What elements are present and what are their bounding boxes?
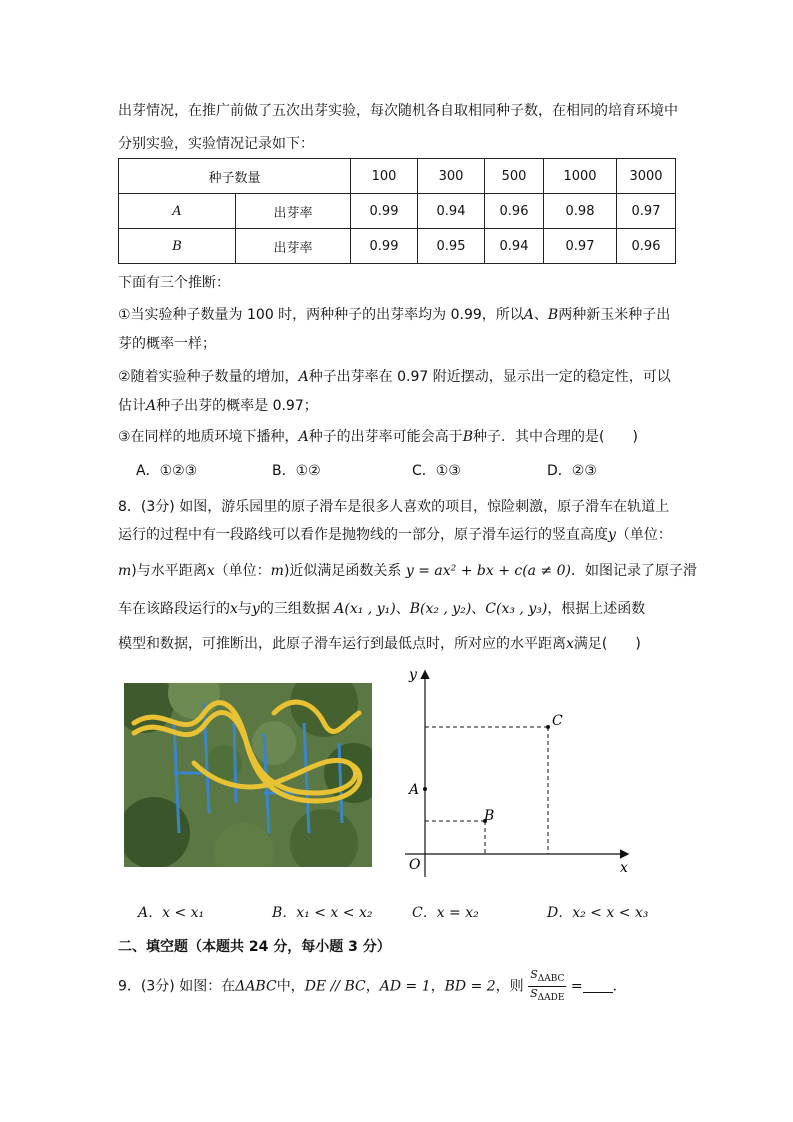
text: ①当实验种子数量为 100 时，两种种子的出芽率均为 0.99，所以: [118, 307, 524, 323]
table-cell: 100: [351, 159, 418, 194]
q8-option-a[interactable]: A．x < x₁: [138, 905, 205, 921]
var-x: x: [230, 601, 238, 617]
q7-option-b[interactable]: B．①②: [272, 463, 321, 479]
table-row: [119, 194, 676, 229]
table-cell: 0.97: [617, 194, 676, 229]
area-ratio-fraction: [528, 968, 566, 1005]
q8-option-b[interactable]: B．x₁ < x < x₂: [272, 905, 373, 921]
table-cell: 3000: [617, 159, 676, 194]
text: )与水平距离: [131, 563, 207, 579]
table-row: [119, 159, 676, 194]
inference-2: [118, 367, 671, 387]
text: ，: [365, 978, 380, 995]
seed-germination-table: [118, 158, 676, 264]
table-cell: 300: [418, 159, 485, 194]
table-cell: 出芽率: [236, 229, 351, 264]
text: 满足( ): [573, 636, 641, 652]
point-c-dot: [546, 725, 550, 729]
var-y: y: [608, 527, 616, 543]
fraction-denominator: [528, 987, 566, 1005]
text: 种子．其中合理的是( ): [472, 429, 638, 445]
table-cell: 0.98: [544, 194, 617, 229]
function-formula: y = ax² + bx + c(a ≠ 0): [405, 563, 572, 579]
text: ．: [612, 978, 627, 995]
var-A: A: [298, 369, 309, 385]
intro-line-2: 分别实验，实验情况记录如下：: [118, 136, 314, 152]
var-B: B: [547, 307, 559, 323]
var-x: x: [206, 563, 215, 579]
fraction-numerator: [528, 968, 566, 987]
point-c: C(x₃ , y₃): [485, 601, 548, 617]
text: （单位：: [615, 527, 672, 543]
text: ③在同样的地质环境下播种，: [118, 429, 299, 445]
inference-1-cont: 芽的概率一样；: [118, 336, 216, 352]
text: ，则: [495, 978, 524, 995]
table-cell: 0.99: [351, 194, 418, 229]
unit-m: m: [118, 563, 132, 579]
var-A: A: [523, 307, 534, 323]
var-A: A: [146, 398, 157, 414]
y-axis-label: y: [409, 667, 417, 683]
table-cell: 0.96: [617, 229, 676, 264]
triangle-abc: ΔABC: [235, 978, 277, 995]
text: ΔABC: [537, 974, 565, 984]
q8-option-c[interactable]: C．x = x₂: [412, 905, 479, 921]
unit-m: m: [270, 563, 284, 579]
text: 种子出芽率在 0.97 附近摆动，显示出一定的稳定性，可以: [308, 369, 671, 385]
point-a-dot: [423, 787, 427, 791]
point-a-label: A: [409, 782, 420, 798]
text: 种子的出芽率可能会高于: [308, 429, 463, 445]
point-a: A(x₁ , y₁): [334, 601, 396, 617]
text: 种子出芽的概率是 0.97；: [156, 398, 318, 414]
intro-line-1: 出芽情况，在推广前做了五次出芽实验，每次随机各自取相同种子数，在相同的培育环境中: [118, 103, 678, 119]
text: 的三组数据: [259, 601, 330, 617]
q8-line-1: 8．(3分) 如图，游乐园里的原子滑车是很多人喜欢的项目，惊险刺激，原子滑车在轨道上: [118, 499, 670, 515]
q7-option-c[interactable]: C．①③: [412, 463, 461, 479]
equals-sign: =: [570, 978, 583, 995]
coordinate-graph: [395, 662, 640, 882]
table-seed-cell: A: [119, 194, 236, 229]
roller-coaster-photo: [124, 683, 372, 867]
text: 、: [471, 601, 486, 617]
text: 两种新玉米种子出: [558, 307, 671, 323]
text: 9．(3分) 如图：在: [118, 978, 236, 995]
table-seed-cell: B: [119, 229, 236, 264]
ad-length: AD = 1: [379, 978, 431, 995]
inferences-intro: 下面有三个推断：: [118, 275, 230, 291]
q7-option-d[interactable]: D．②③: [547, 463, 597, 479]
q8-line-3: [118, 561, 697, 581]
origin-label: O: [409, 857, 421, 873]
text: 估计: [118, 398, 146, 414]
q8-line-5: [118, 634, 641, 654]
text: ΔADE: [537, 993, 565, 1003]
point-b: B(x₂ , y₂): [409, 601, 472, 617]
text: S: [530, 987, 538, 1000]
table-cell: 0.99: [351, 229, 418, 264]
bd-length: BD = 2: [444, 978, 496, 995]
text: （单位：: [214, 563, 271, 579]
text: ．如图记录了原子滑: [571, 563, 698, 579]
q8-option-d[interactable]: D．x₂ < x < x₃: [547, 905, 649, 921]
q7-option-a[interactable]: A．①②③: [136, 463, 198, 479]
table-cell: 500: [485, 159, 544, 194]
roller-coaster-illustration: [124, 683, 372, 867]
q9-line: [118, 968, 627, 1005]
text: 、: [533, 307, 548, 323]
text: ②随着实验种子数量的增加，: [118, 369, 299, 385]
text: ，: [430, 978, 445, 995]
text: 与: [237, 601, 252, 617]
inference-3: [118, 427, 638, 447]
point-c-label: C: [552, 713, 563, 729]
table-cell: 0.97: [544, 229, 617, 264]
var-A: A: [298, 429, 309, 445]
text: 、: [395, 601, 410, 617]
var-x: x: [566, 636, 574, 652]
text: ，根据上述函数: [547, 601, 646, 617]
x-axis-label: x: [620, 860, 628, 876]
text: S: [530, 968, 538, 981]
q8-line-4: [118, 599, 645, 619]
table-cell: 0.95: [418, 229, 485, 264]
text: )近似满足函数关系: [283, 563, 402, 579]
point-b-label: B: [484, 808, 495, 824]
section-2-heading: 二、填空题（本题共 24 分，每小题 3 分）: [118, 939, 391, 955]
table-cell: 0.94: [485, 229, 544, 264]
answer-blank[interactable]: [583, 978, 613, 993]
inference-1: [118, 305, 670, 325]
table-row: [119, 229, 676, 264]
text: 运行的过程中有一段路线可以看作是抛物线的一部分，原子滑车运行的竖直高度: [118, 527, 608, 543]
text: 中，: [276, 978, 305, 995]
q8-line-2: [118, 525, 672, 545]
parallel-statement: DE // BC: [304, 978, 366, 995]
inference-2-cont: [118, 396, 318, 416]
table-cell: 0.94: [418, 194, 485, 229]
var-y: y: [251, 601, 260, 617]
text: 模型和数据，可推断出，此原子滑车运行到最低点时，所对应的水平距离: [118, 636, 566, 652]
table-cell: 0.96: [485, 194, 544, 229]
table-cell: 1000: [544, 159, 617, 194]
var-B: B: [462, 429, 473, 445]
table-cell: 出芽率: [236, 194, 351, 229]
text: 车在该路段运行的: [118, 601, 230, 617]
table-header-cell: 种子数量: [119, 159, 351, 194]
